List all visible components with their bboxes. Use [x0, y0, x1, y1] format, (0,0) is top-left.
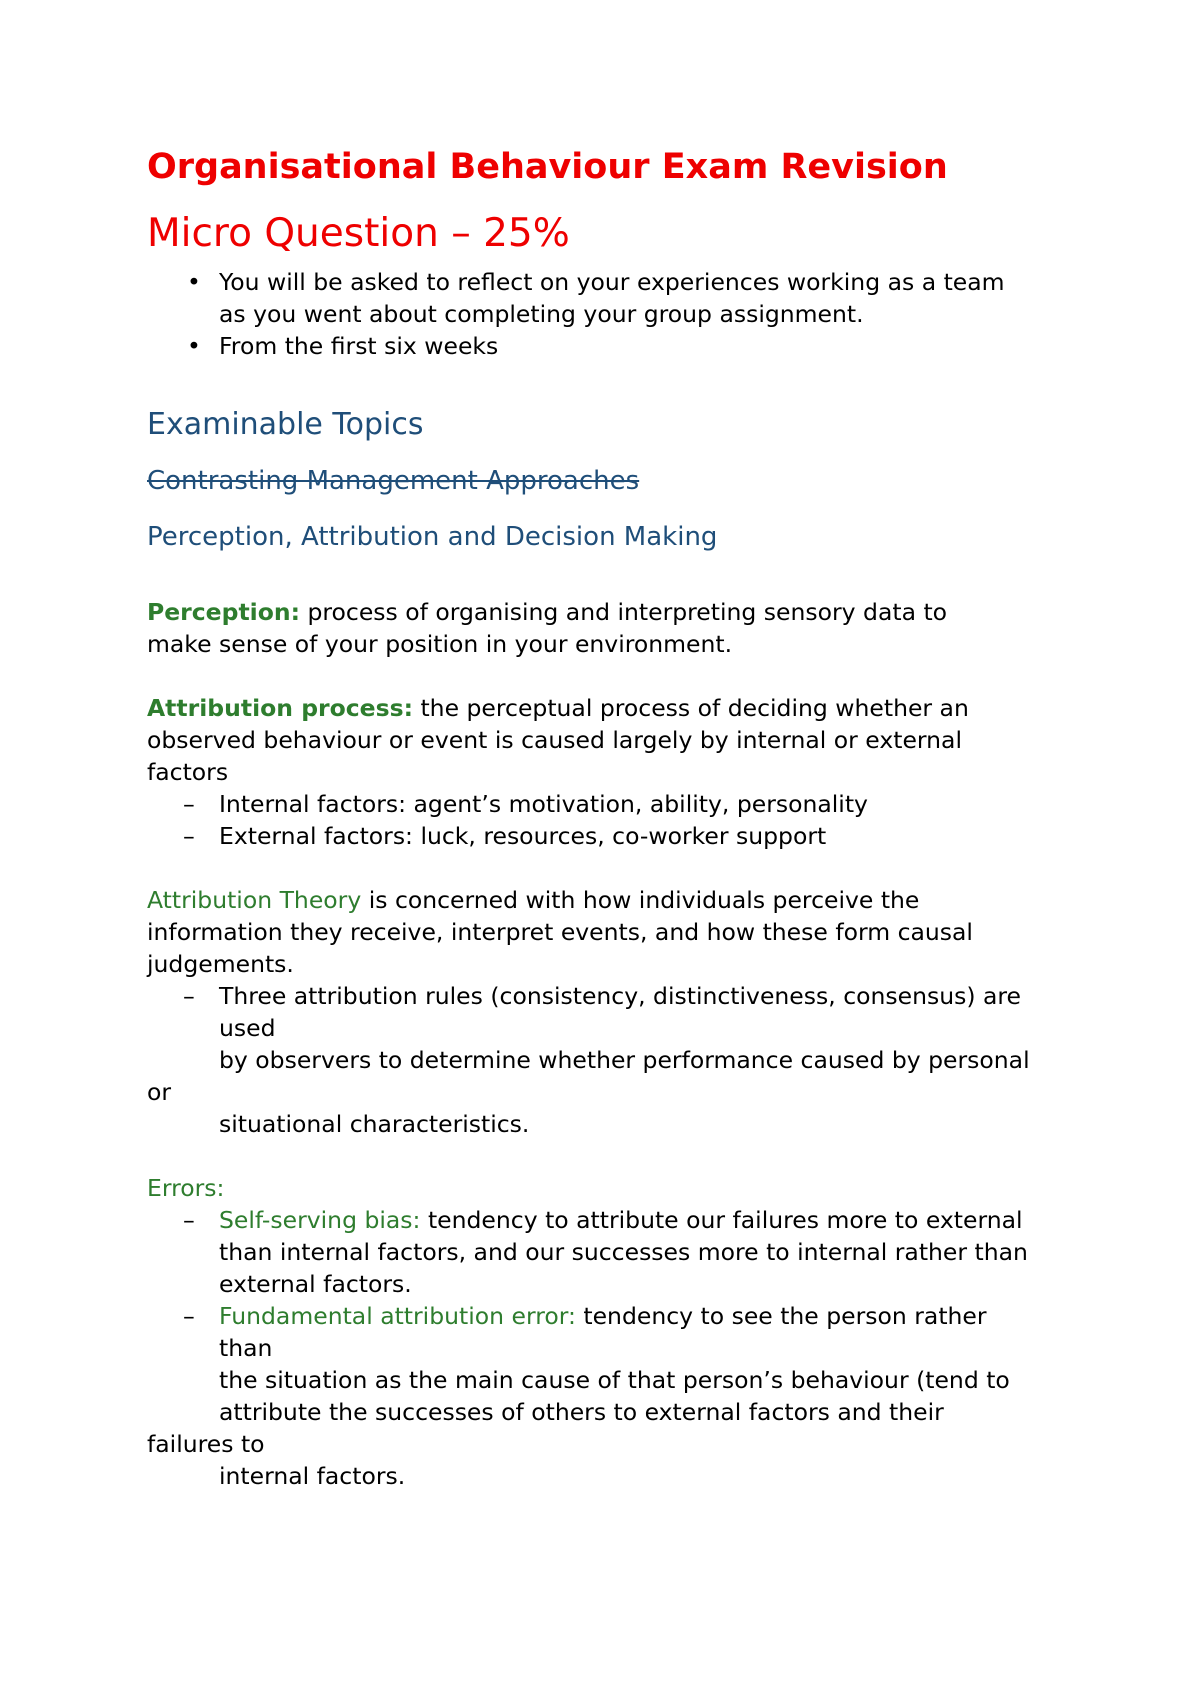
fundamental-error-term: Fundamental attribution error: [219, 1302, 576, 1330]
attribution-process-line-2: observed behaviour or event is caused largely by internal or external [147, 726, 962, 754]
attribution-external-factors: External factors: luck, resources, co-worker support [219, 822, 827, 850]
attribution-theory-line-3: judgements. [147, 950, 294, 978]
micro-bullet-1-line-2: as you went about completing your group assignment. [219, 300, 864, 328]
dash-marker: – [183, 822, 195, 850]
attribution-rules-line-1: Three attribution rules (consistency, distinctiveness, consensus) are [219, 982, 1022, 1010]
attribution-process-line-3: factors [147, 758, 229, 786]
dash-marker: – [183, 1206, 195, 1234]
attribution-process-text: the perceptual process of deciding whether an [413, 694, 969, 722]
attribution-rules-line-4: or [147, 1078, 172, 1106]
dash-marker: – [183, 1302, 195, 1330]
self-serving-bias-term: Self-serving bias: [219, 1206, 421, 1234]
document-title: Organisational Behaviour Exam Revision [147, 147, 948, 187]
fundamental-error-line-1 [219, 1300, 987, 1332]
perception-text: process of organising and interpreting sensory data to [300, 598, 948, 626]
attribution-theory-term: Attribution Theory [147, 886, 362, 914]
errors-heading: Errors: [147, 1174, 225, 1202]
self-serving-bias-text: tendency to attribute our failures more to external [420, 1206, 1023, 1234]
self-serving-bias-line-3: external factors. [219, 1270, 412, 1298]
self-serving-bias-line-1 [219, 1204, 1023, 1236]
fundamental-error-line-2: than [219, 1334, 273, 1362]
attribution-rules-line-3: by observers to determine whether performance caused by personal [219, 1046, 1030, 1074]
micro-question-heading: Micro Question – 25% [147, 211, 570, 256]
attribution-rules-line-2: used [219, 1014, 276, 1042]
micro-bullet-2: From the first six weeks [219, 332, 499, 360]
perception-section-heading: Perception, Attribution and Decision Making [147, 522, 718, 552]
perception-definition-line-1 [147, 596, 947, 628]
fundamental-error-line-3: the situation as the main cause of that person’s behaviour (tend to [219, 1366, 1010, 1394]
dash-marker: – [183, 982, 195, 1010]
attribution-process-term: Attribution process: [147, 694, 413, 722]
attribution-theory-line-2: information they receive, interpret events, and how these form causal [147, 918, 973, 946]
perception-definition-line-2: make sense of your position in your environment. [147, 630, 733, 658]
fundamental-error-text: tendency to see the person rather [575, 1302, 987, 1330]
attribution-rules-line-5: situational characteristics. [219, 1110, 530, 1138]
self-serving-bias-line-2: than internal factors, and our successes more to internal rather than [219, 1238, 1028, 1266]
fundamental-error-line-5: failures to [147, 1430, 265, 1458]
bullet-marker: • [187, 332, 201, 360]
attribution-theory-line-1 [147, 884, 919, 916]
attribution-process-line-1 [147, 692, 969, 724]
attribution-internal-factors: Internal factors: agent’s motivation, ability, personality [219, 790, 868, 818]
attribution-theory-text: is concerned with how individuals perceive the [361, 886, 920, 914]
perception-term: Perception: [147, 598, 301, 626]
examinable-topics-heading: Examinable Topics [147, 407, 424, 442]
dash-marker: – [183, 790, 195, 818]
micro-bullet-1-line-1: You will be asked to reflect on your experiences working as a team [219, 268, 1005, 296]
bullet-marker: • [187, 268, 201, 296]
contrasting-approaches-heading: Contrasting Management Approaches [147, 466, 640, 496]
fundamental-error-line-4: attribute the successes of others to external factors and their [219, 1398, 944, 1426]
fundamental-error-line-6: internal factors. [219, 1462, 406, 1490]
